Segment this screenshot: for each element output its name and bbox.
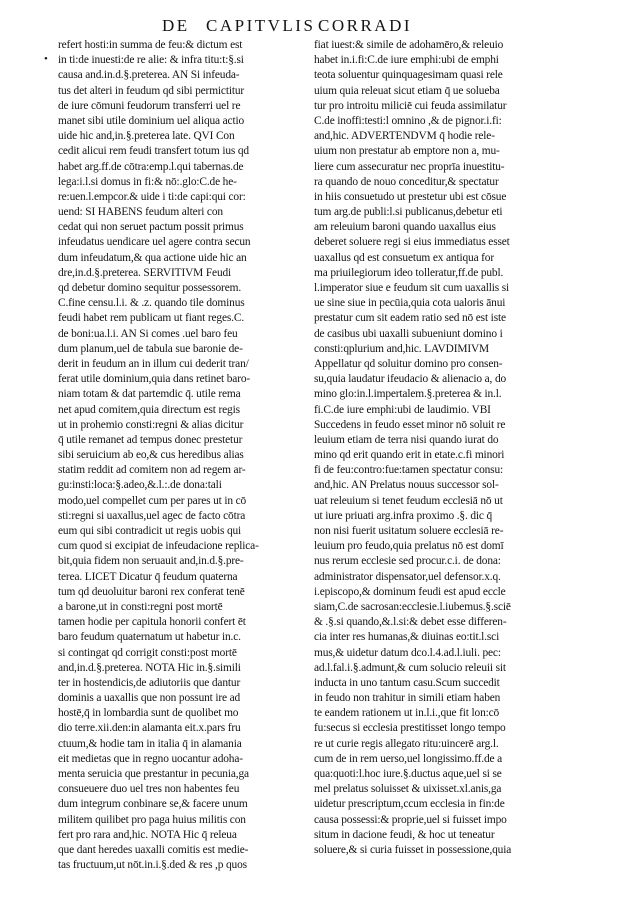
header-word-capitulis: CAPITVLIS (206, 16, 316, 35)
text-line: re ut curie regis allegato ritu:uincerē arg.l. (314, 737, 499, 750)
text-line: habet arg.ff.de cōtra:emp.l.qui tabernas.de (58, 160, 244, 173)
text-line: ut in prohemio consti:regni & alias dicitur (58, 418, 244, 431)
text-line: ter in hostendicis,de adiutoriis que dantur (58, 676, 241, 689)
text-line: de iure cōmuni feudorum transferri uel re (58, 99, 241, 112)
text-line: consueuere duo uel tres non habentes feu (58, 783, 240, 796)
text-line: situm in dacione feudi, & hoc ut teneatur (314, 828, 495, 841)
text-line: que dant heredes uaxalli comitis est medie- (58, 843, 249, 856)
text-line: & .§.si quando,&.l.si:& debet esse differen- (314, 616, 507, 629)
text-line: causa and.in.d.§.preterea. AN Si infeuda- (58, 69, 240, 82)
text-line: nus rerum ecclesie sed procur.c.i. de dona: (314, 555, 501, 568)
text-line: su,quia laudatur ifeudacio & alienacio a, do (314, 373, 507, 386)
text-line: uide hic and,in.§.preterea late. QVI Con (58, 130, 235, 143)
text-line: de casibus ubi uaxalli subueniunt domino i (314, 327, 503, 340)
text-line: militem quilibet pro paga huius militis con (58, 813, 246, 826)
text-line: l.imperator siue e feudum sit cum uaxallis si (314, 282, 510, 294)
text-line: uend: SI HABENS feudum alteri con (58, 206, 223, 219)
text-line: re:uen.l.empcor.& uide i ti:de capi:qui cor: (58, 190, 246, 203)
text-line: cedat qui non seruet pactum possit primus (58, 221, 244, 234)
text-line: niam totam & dat partemdic q̄. utile rema (58, 388, 241, 401)
text-line: uaxallus qd est consuetum ex antiqua for (314, 251, 494, 264)
text-line: and,hic. AN Prelatus nouus successor sol- (314, 479, 499, 492)
text-line: menta seruicia que prestantur in pecunia,ga (58, 768, 249, 780)
text-line: mus,& uidetur datum dco.l.4.ad.l.iuli. pec: (314, 646, 501, 659)
text-line: dum integrum conbinare se,& facere unum (58, 798, 248, 811)
text-line: cedit alicui rem feudi transfert totum ius qd (58, 145, 249, 158)
text-line: tas fructuum,ut nōt.in.i.§.ded & res ,p quos (58, 859, 247, 872)
text-line: in feudo non trahitur in simili etiam haben (314, 692, 501, 705)
text-line: de boni:ua.l.i. AN Si comes .uel baro feu (58, 327, 238, 340)
text-line: administrator dispensator,uel defensor.x.q. (314, 570, 501, 583)
text-line: eit medietas que in regno uocantur adoha- (58, 752, 243, 765)
header-word-corradi: CORRADI (318, 16, 413, 35)
text-line: uium quia releuat sicut etiam q̄ ue solueba (314, 84, 500, 97)
text-line: sti:regni si uaxallus,uel agec de facto cōtra (58, 509, 246, 522)
text-line: derit in feudum an in illum cui dederit tran/ (58, 357, 249, 370)
text-line: and,in.d.§.preterea. NOTA Hic in.§.simili (58, 661, 241, 674)
text-line: ut iure priuati arg.infra proximo .§. dic q̄ (314, 509, 493, 522)
text-line: qd debetur domino sequitur possessorem. (58, 282, 242, 294)
text-line: leuium pro feudo,quia prelatus nō est domī (314, 540, 504, 553)
text-line: liere cum assecuratur nec proprīa inuestitu- (314, 160, 505, 173)
text-line: tum arg.de publi:l.si publicanus,debetur eti (314, 206, 503, 219)
text-line: ma priuilegiorum ideo tolleratur,ff.de publ. (314, 266, 504, 279)
text-line: Succedens in feudo esset minor nō soluit re (314, 418, 506, 431)
text-line: dum infeudatum,& qua actione uide hic an (58, 251, 247, 264)
text-line: si contingat qd corrigit consti:post mortē (58, 646, 237, 659)
text-line: cia inter res humanas,& diuinas eo:tit.l.sci (314, 631, 500, 644)
text-line: deberet soluere regi si eius immediatus esset (314, 236, 510, 249)
text-line: soluere,& si curia fuisset in possessione,quia (314, 843, 512, 856)
text-line: teota soluentur quinquagesimam quasi rele (314, 69, 503, 82)
left-text-column (58, 38, 320, 873)
text-line: cum de in rem uerso,uel longissimo.ff.de a (314, 752, 503, 765)
text-line: uat releuium si tenet feudum ecclesiā nō ut (314, 494, 503, 507)
text-line: sibi seruicium ab eo,& cus heredibus alias (58, 449, 244, 462)
text-line: baro feudum quaternatum ut habetur in.c. (58, 631, 241, 644)
text-line: a barone,ut in consti:regni post mortē (58, 600, 223, 613)
text-line: ctuum,& hodie tam in italia q̄ in alamania (58, 737, 242, 750)
text-line: fu:secus si ecclesia prestitisset longo tempo (314, 722, 506, 735)
text-line: statim reddit ad comitem non ad regem ar- (58, 464, 246, 477)
text-line: eum qui sibi contradicit ut regis uobis qui (58, 525, 242, 537)
text-line: mino glo:in.l.impertalem.§.preterea & in.l. (314, 388, 502, 401)
text-line: qua:quoti:l.hoc iure.§.ductus aque,uel si se (314, 768, 502, 780)
text-line: consti:qplurium and,hic. LAVDIMIVM (314, 342, 490, 355)
text-line: inducta in uno tantum casu.Scum succedit (314, 676, 500, 689)
text-line: modo,uel compellet cum per pares ut in cō (58, 494, 247, 507)
text-line: tus det alteri in feudum qd sibi permictitur (58, 84, 245, 97)
text-line: cum quod si excipiat de infeudacione replica- (58, 540, 259, 553)
text-line: q̄ utile remanet ad tempus donec prestetur (58, 433, 243, 446)
text-line: am releuium baroni quando uaxallus eius (314, 221, 496, 234)
text-line: ra quando de nouo conceditur,& spectatur (314, 175, 499, 188)
text-line: non nisi fuerit usitatum soluere ecclesiā re- (314, 525, 504, 537)
text-line: uidetur prescriptum,ccum ecclesia in fin:de (314, 798, 505, 811)
right-text-column (314, 38, 576, 858)
text-line: C.fine censu.l.i. & .z. quando tile dominus (58, 297, 245, 310)
text-line: mel prelatus soluisset & uixisset.xl.anis,ga (314, 783, 502, 796)
text-line: ad.l.fal.i.§.admunt,& cum solucio releuii sit (314, 661, 506, 674)
text-line: tum qd deuoluitur baroni rex conferat tenē (58, 585, 245, 598)
text-line: siam,C.de sacrosan:ecclesie.l.iubemus.§.sciē (314, 600, 511, 613)
text-line: causa possessi:& proprie,uel si fuisset impo (314, 813, 507, 826)
text-line: infeudatus uendicare uel agere contra secun (58, 236, 251, 249)
text-line: fi.C.de iure emphi:ubi de laudimio. VBI (314, 403, 491, 416)
text-line: lega:i.l.si domus in fi:& nō:.glo:C.de he- (58, 175, 237, 188)
margin-mark: • (44, 53, 48, 65)
text-line: refert hosti:in summa de feu:& dictum est (58, 39, 243, 51)
text-line: net apud comitem,quia directum est regis (58, 403, 240, 416)
text-line: terea. LICET Dicatur q̄ feudum quaterna (58, 570, 238, 583)
text-line: gu:insti:loca:§.adeo,&.l.:.de dona:tali (58, 479, 222, 492)
text-line: fert pro rara and,hic. NOTA Hic q̄ releua (58, 828, 237, 841)
text-line: in ti:de inuesti:de re alie: & infra titu:t:§.si (58, 54, 244, 67)
text-line: ferat utile dominium,quia dans retinet baro- (58, 373, 251, 386)
text-line: and,hic. ADVERTENDVM q̄ hodie rele- (314, 130, 495, 143)
text-line: Appellatur qd soluitur domino pro consen- (314, 357, 503, 370)
text-line: tamen hodie per capitula honorii confert ēt (58, 616, 246, 629)
text-line: bit,quia fidem non seruauit and,in.d.§.pre- (58, 555, 244, 568)
text-line: in hiis consuetudo ut prestetur ubi est cōsue (314, 190, 507, 203)
text-line: fiat iuest:& simile de adohamēro,& releuio (314, 39, 504, 51)
header-word-de: DE (162, 16, 190, 35)
text-line: prestatur cum sit eadem ratio sed nō est iste (314, 312, 506, 325)
text-line: manet sibi utile dominium uel aliqua actio (58, 114, 245, 127)
text-line: C.de inoffi:testi:l omnino ,& de pignor.i.fi: (314, 114, 502, 127)
text-line: tur pro introitu miliciē cui feuda assimilatur (314, 99, 507, 112)
text-line: te eandem rationem ut in.l.i.,que fit lon:cō (314, 707, 500, 720)
text-line: uium non prestatur ab emptore non a, mu- (314, 145, 500, 158)
text-line: hostē,q̄ in lombardia sunt de quolibet mo (58, 707, 239, 720)
text-line: dominis a uaxallis que non possunt ire ad (58, 692, 241, 705)
text-line: feudi habet rem publicam ut fiant reges.C. (58, 312, 245, 325)
text-line: leuium etiam de terra nisi quando iurat do (314, 433, 499, 446)
text-line: mino qd erit quando erit in etate.c.fi minori (314, 449, 505, 462)
text-line: dum planum,uel de tabula sue baronie de- (58, 342, 243, 355)
text-line: dio terre.xii.den:in alamanta eit.x.pars fru (58, 722, 241, 735)
text-line: i.episcopo,& dominum feudi est apud eccle (314, 585, 506, 598)
text-line: dre,in.d.§.preterea. SERVITIVM Feudi (58, 266, 232, 279)
text-line: fi de feu:contro:fue:tamen spectatur consu: (314, 464, 504, 477)
text-line: habet in.i.fi:C.de iure emphi:ubi de emphi (314, 54, 499, 67)
text-line: ue sine siue in pecūia,quia cota ualoris ānui (314, 297, 506, 310)
